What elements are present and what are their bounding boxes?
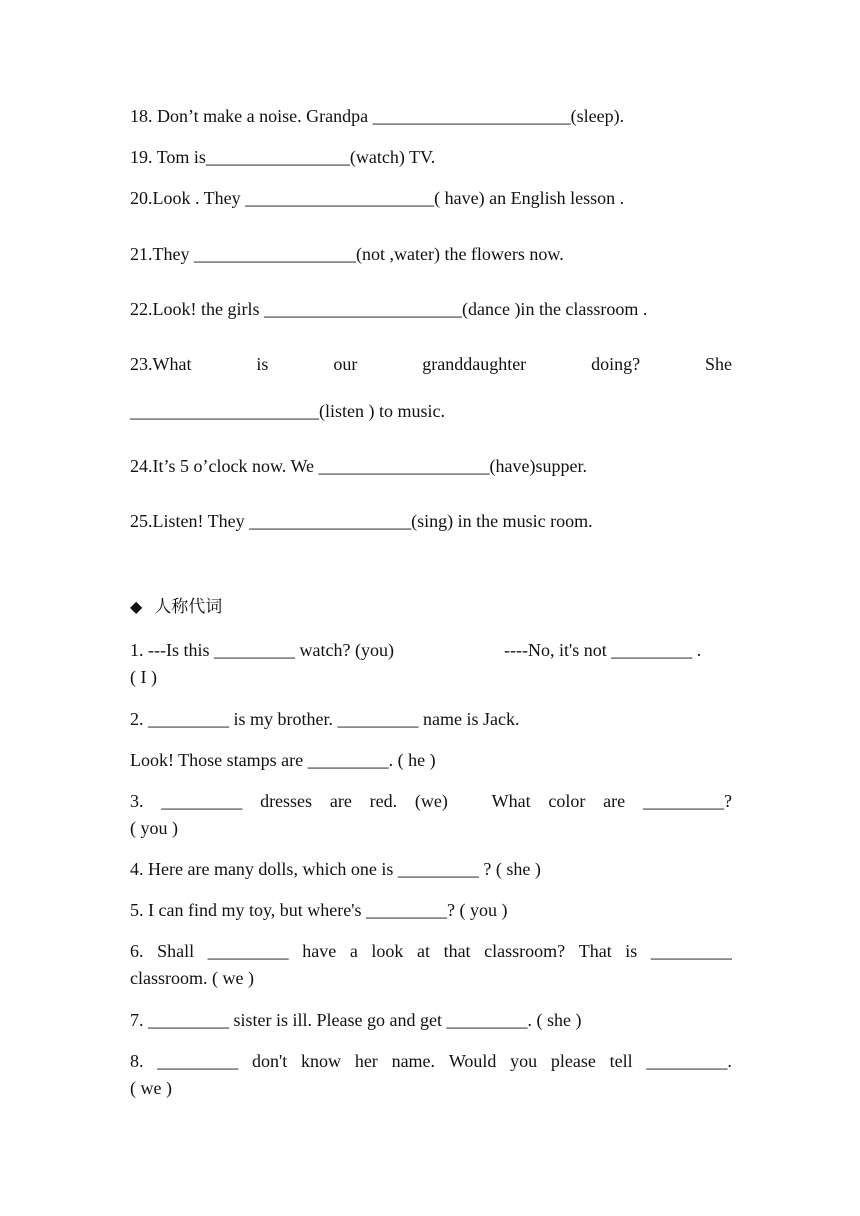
word: don't — [252, 1051, 288, 1071]
word: She — [705, 354, 732, 374]
pronoun-exercise-8 — [130, 1050, 732, 1072]
pronoun-exercise-7: 7. _________ sister is ill. Please go and get _________. ( she ) — [130, 1010, 582, 1030]
word: please — [550, 1051, 596, 1071]
word: 8. — [130, 1051, 144, 1071]
pronoun-exercise-6 — [130, 940, 732, 962]
pronoun-exercise-1 — [130, 639, 732, 661]
exercise-22: 22.Look! the girls ______________________(dance )in the classroom . — [130, 299, 648, 319]
word: _________ — [157, 1051, 239, 1071]
word: know — [301, 1051, 342, 1071]
word: are — [329, 791, 352, 811]
word: red. — [369, 791, 398, 811]
word: _________ — [161, 791, 243, 811]
section-title: 人称代词 — [154, 597, 223, 617]
exercise-24: 24.It’s 5 o’clock now. We ___________________(have)supper. — [130, 456, 587, 476]
word: Would — [448, 1051, 497, 1071]
word: tell — [609, 1051, 633, 1071]
exercise-1-question: 1. ---Is this _________ watch? (you) — [130, 640, 394, 660]
word: a — [349, 941, 358, 961]
diamond-bullet-icon: ◆ — [130, 597, 143, 616]
word: have — [302, 941, 337, 961]
pronoun-exercise-4: 4. Here are many dolls, which one is _________ ? ( she ) — [130, 859, 541, 879]
word: 6. — [130, 941, 144, 961]
word: our — [333, 354, 358, 374]
word: you — [510, 1051, 538, 1071]
pronoun-exercise-3 — [130, 790, 732, 812]
word: _________ — [207, 941, 289, 961]
word: Shall — [157, 941, 195, 961]
pronoun-exercise-6-line2: classroom. ( we ) — [130, 968, 254, 988]
word: _________. — [646, 1051, 732, 1071]
word: dresses — [260, 791, 313, 811]
word: classroom? — [484, 941, 566, 961]
word: are — [603, 791, 626, 811]
exercise-18: 18. Don’t make a noise. Grandpa ______________________(sleep). — [130, 106, 625, 126]
word: look — [371, 941, 404, 961]
pronoun-exercise-2-line2: Look! Those stamps are _________. ( he ) — [130, 750, 436, 770]
exercise-23-line2: _____________________(listen ) to music. — [130, 401, 445, 421]
pronoun-exercise-3-hint: ( you ) — [130, 818, 178, 838]
word: _________ — [650, 941, 732, 961]
pronoun-exercise-2: 2. _________ is my brother. _________ name is Jack. — [130, 709, 520, 729]
word: color — [548, 791, 586, 811]
word: 3. — [130, 791, 144, 811]
pronoun-exercise-1-hint: ( I ) — [130, 667, 157, 687]
word: What — [491, 791, 531, 811]
pronoun-exercise-8-hint: ( we ) — [130, 1078, 172, 1098]
word: _________? — [642, 791, 732, 811]
exercise-25: 25.Listen! They __________________(sing) in the music room. — [130, 511, 593, 531]
word: name. — [391, 1051, 436, 1071]
word: is — [625, 941, 638, 961]
word: 23.What — [130, 354, 192, 374]
exercise-23-line1 — [130, 353, 732, 375]
word: (we) — [414, 791, 448, 811]
word: at — [416, 941, 430, 961]
exercise-20: 20.Look . They _____________________( have) an English lesson . — [130, 188, 625, 208]
word: granddaughter — [422, 354, 527, 374]
word: her — [354, 1051, 378, 1071]
word: that — [443, 941, 471, 961]
exercise-19: 19. Tom is________________(watch) TV. — [130, 147, 436, 167]
word: That — [578, 941, 612, 961]
exercise-21: 21.They __________________(not ,water) the flowers now. — [130, 244, 564, 264]
word: is — [256, 354, 269, 374]
section-heading — [130, 595, 732, 618]
pronoun-exercise-5: 5. I can find my toy, but where's _________? ( you ) — [130, 900, 508, 920]
word: doing? — [591, 354, 641, 374]
exercise-1-answer: ----No, it's not _________ . — [504, 640, 702, 660]
